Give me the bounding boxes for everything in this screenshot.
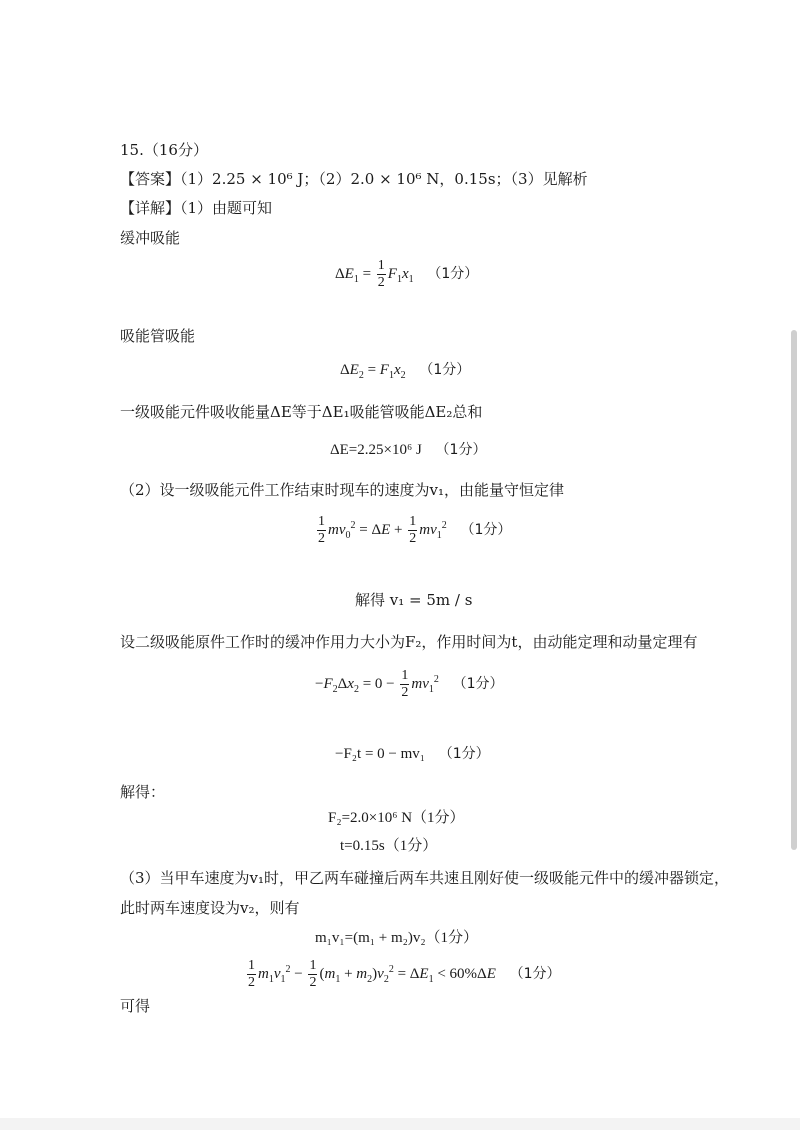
equation-4: $\frac{1}{2}$ $mv_0^2 = \Delta E$ + $\frac{1}{2}$ $mv_1^2$ （1分） xyxy=(318,514,512,546)
score-mark: （1分） xyxy=(452,675,504,692)
score-mark: （1分） xyxy=(427,265,479,282)
equation-3 xyxy=(330,440,486,460)
equation-1: $\Delta E_1$ = $\frac{1}{2}$ $F_1x_1$ （1分） xyxy=(335,258,479,290)
score-mark: （1分） xyxy=(509,965,561,982)
equation-8: t=0.15s（1分） xyxy=(340,838,438,854)
score-mark: （1分） xyxy=(419,362,471,378)
equation-2: $\Delta E_2 = F_1x_2$ （1分） xyxy=(340,362,471,381)
equation-3-text: ΔE=2.25×10⁶ J xyxy=(330,442,422,458)
detail-line: 【详解】（1）由题可知 xyxy=(120,199,273,217)
equation-9: m₁v₁=(m₁ + m₂)v₂（1分） xyxy=(315,930,479,946)
equation-6 xyxy=(335,744,490,764)
label-buffer: 缓冲吸能 xyxy=(120,229,181,247)
conclude-label: 可得 xyxy=(120,997,151,1015)
solve-v1: 解得 v₁ = 5m / s xyxy=(355,591,473,609)
score-mark: （1分） xyxy=(435,442,487,458)
energy-sentence: 一级吸能元件吸收能量ΔE等于ΔE₁吸能管吸能ΔE₂总和 xyxy=(120,403,483,421)
equation-7: F₂=2.0×10⁶ N（1分） xyxy=(328,810,465,826)
label-tube: 吸能管吸能 xyxy=(120,327,196,345)
equation-6-text: −F₂t = 0 − mv₁ xyxy=(335,746,426,762)
question-number: 15.（16分） xyxy=(120,141,208,159)
part2-intro2: 设二级吸能原件工作时的缓冲作用力大小为F₂，作用时间为t，由动能定理和动量定理有 xyxy=(120,633,698,651)
scrollbar[interactable] xyxy=(791,330,797,850)
score-mark: （1分） xyxy=(460,521,512,538)
score-mark: （1分） xyxy=(438,746,490,762)
part3-intro2: 此时两车速度设为v₂，则有 xyxy=(120,899,300,917)
equation-5: $-F_2\Delta x_2 = 0$ − $\frac{1}{2}$ $mv_1^2$ （1分） xyxy=(315,668,504,700)
equation-10: $\frac{1}{2}$ $m_1v_1^2$ − $\frac{1}{2}$ $(m_1 + m_2)v_2^2 = \Delta E_1 < 60\%\Delta E$ （1分） xyxy=(248,958,561,990)
page-bottom-edge xyxy=(0,1118,800,1130)
answer-line: 【答案】（1）2.25 × 10⁶ J；（2）2.0 × 10⁶ N，0.15s；（3）见解析 xyxy=(120,170,588,188)
part2-intro: （2）设一级吸能元件工作结束时现车的速度为v₁，由能量守恒定律 xyxy=(120,481,565,499)
solve-label: 解得： xyxy=(120,783,166,801)
part3-intro: （3）当甲车速度为v₁时，甲乙两车碰撞后两车共速且刚好使一级吸能元件中的缓冲器锁定， xyxy=(120,869,730,887)
